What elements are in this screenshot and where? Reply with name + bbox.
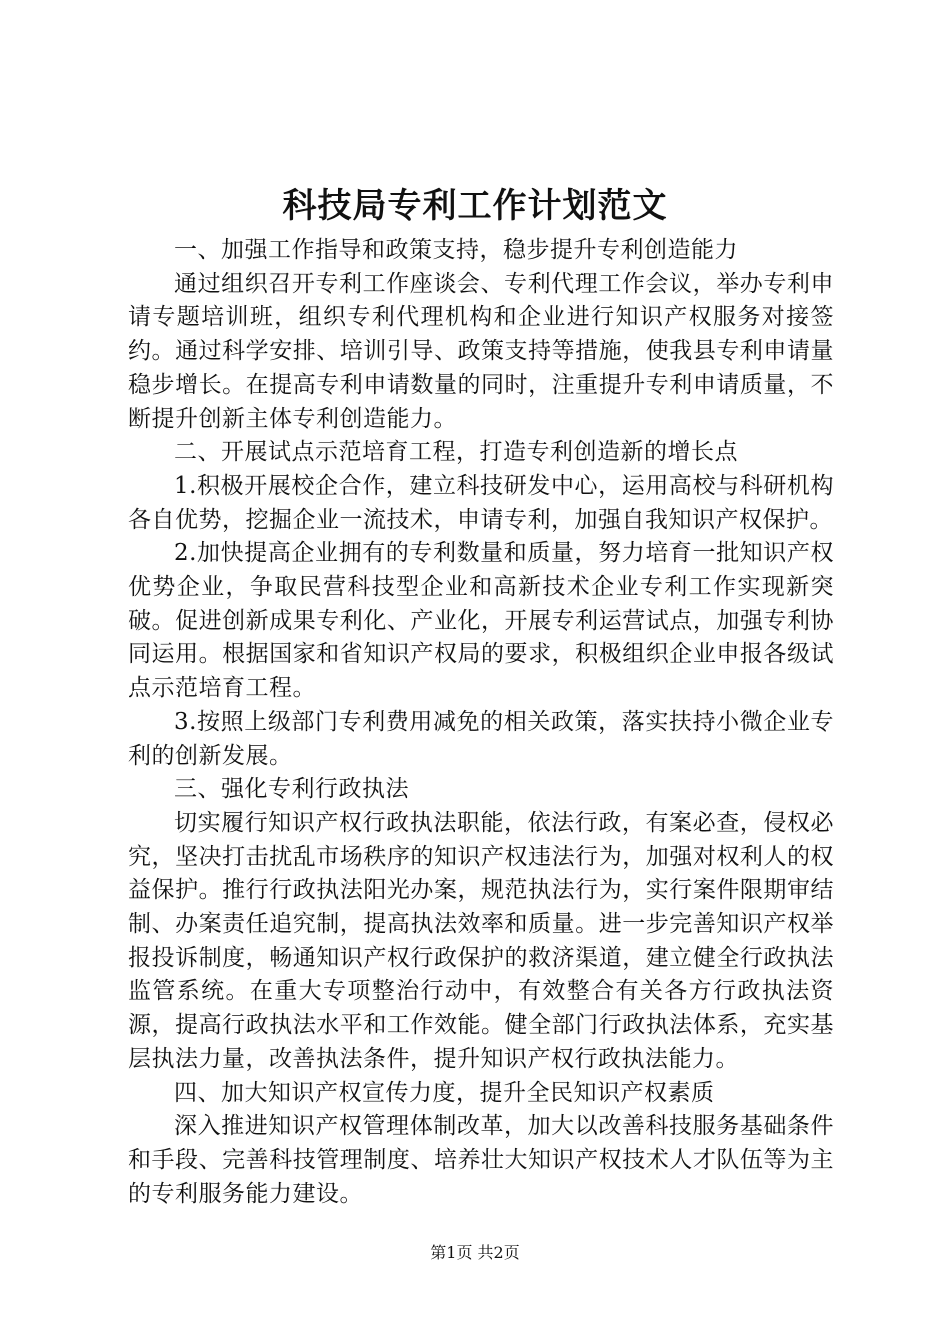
- paragraph: 深入推进知识产权管理体制改革，加大以改善科技服务基础条件和手段、完善科技管理制度、培养壮大知识产权技术人才队伍等为主的专利服务能力建设。: [128, 1113, 834, 1207]
- section-heading-3: 三、强化专利行政执法: [174, 776, 409, 803]
- paragraph: 通过组织召开专利工作座谈会、专利代理工作会议，举办专利申请专题培训班，组织专利代理机构和企业进行知识产权服务对接签约。通过科学安排、培训引导、政策支持等措施，使我县专利申请量稳步增长。在提高专利申请数量的同时，注重提升专利申请质量，不断提升创新主体专利创造能力。: [128, 270, 834, 432]
- section-heading-1: 一、加强工作指导和政策支持，稳步提升专利创造能力: [174, 237, 738, 263]
- section-heading-2: 二、开展试点示范培育工程，打造专利创造新的增长点: [174, 439, 738, 466]
- document-body: [128, 234, 834, 1211]
- list-item-2: 2.加快提高企业拥有的专利数量和质量，努力培育一批知识产权优势企业，争取民营科技型企业和高新技术企业专利工作实现新突破。促进创新成果专利化、产业化，开展专利运营试点，加强专利协同运用。根据国家和省知识产权局的要求，积极组织企业申报各级试点示范培育工程。: [128, 540, 834, 702]
- section-heading-4: 四、加大知识产权宣传力度，提升全民知识产权素质: [174, 1079, 715, 1106]
- paragraph: 切实履行知识产权行政执法职能，依法行政，有案必查，侵权必究，坚决打击扰乱市场秩序的知识产权违法行为，加强对权利人的权益保护。推行行政执法阳光办案，规范执法行为，实行案件限期审结制、办案责任追究制，提高执法效率和质量。进一步完善知识产权举报投诉制度，畅通知识产权行政保护的救济渠道，建立健全行政执法监管系统。在重大专项整治行动中，有效整合有关各方行政执法资源，提高行政执法水平和工作效能。健全部门行政执法体系，充实基层执法力量，改善执法条件，提升知识产权行政执法能力。: [128, 809, 834, 1072]
- list-item-3: 3.按照上级部门专利费用减免的相关政策，落实扶持小微企业专利的创新发展。: [128, 708, 834, 769]
- document-title: 科技局专利工作计划范文: [282, 186, 668, 226]
- page-footer: 第1页 共2页: [430, 1243, 520, 1262]
- list-item-1: 1.积极开展校企合作，建立科技研发中心，运用高校与科研机构各自优势，挖掘企业一流技术，申请专利，加强自我知识产权保护。: [128, 472, 834, 533]
